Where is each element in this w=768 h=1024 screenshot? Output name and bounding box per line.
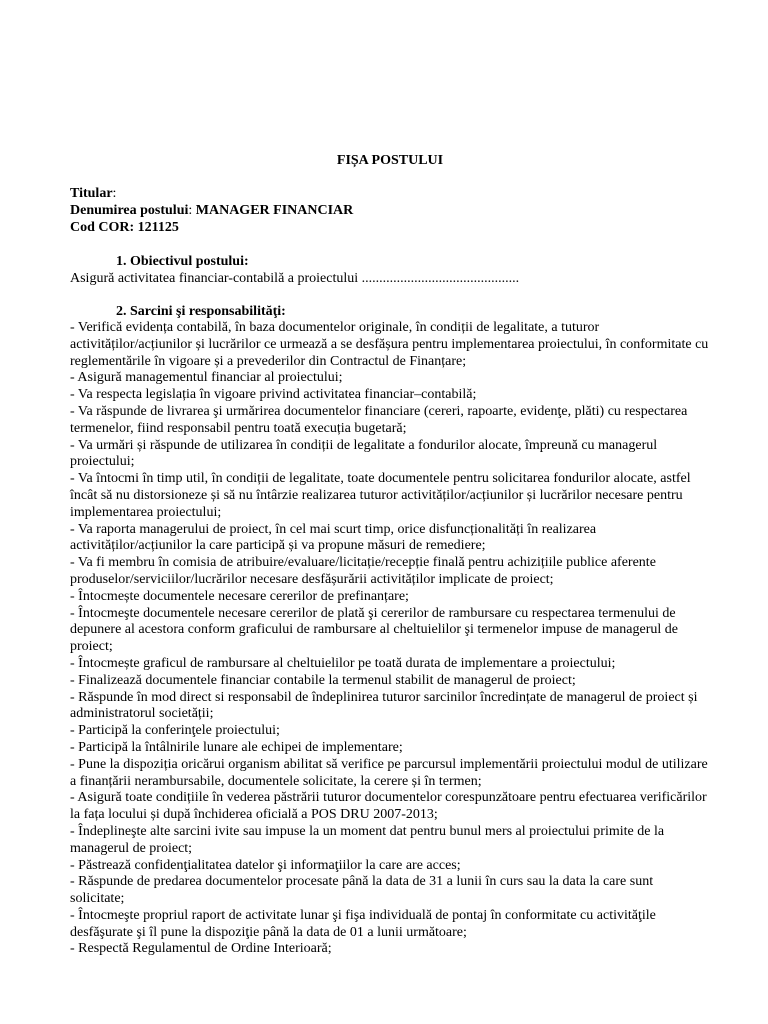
task-item: - Va raporta managerului de proiect, în cel mai scurt timp, orice disfuncționalități în realizarea activităților/acțiunilor la care participă și va propune măsuri de remediere; [70,521,597,554]
denumire-line [70,202,353,219]
task-item: - Finalizează documentele financiar contabile la termenul stabilit de managerul de proiect; [70,672,576,688]
task-item: - Răspunde de predarea documentelor procesate până la data de 31 a lunii în curs sau la data la care sunt solicitate; [70,874,654,907]
task-item: - Îndeplineşte alte sarcini ivite sau impuse la un moment dat pentru bunul mers al proiectului primite de la managerul de proiect; [70,823,665,856]
section-objective [70,253,519,287]
task-item: - Va răspunde de livrarea şi urmărirea documentelor financiare (cereri, rapoarte, evidenţe, plăti) cu respectarea termenelor, fiind responsabil pentru toată execuția bugetară; [70,403,688,436]
task-item: - Va urmări și răspunde de utilizarea în condiții de legalitate a fondurilor alocate, împreună cu managerul proiectului; [70,437,658,470]
cod-cor-line [70,219,353,236]
denumire-value: MANAGER FINANCIAR [195,203,354,218]
task-item: - Asigură managementul financiar al proiectului; [70,370,343,386]
task-item: - Verifică evidența contabilă, în baza documentelor originale, în condiții de legalitate, a tuturor activităților/acțiunilor și lucrărilor ce urmează a se desfășura pentru implementarea proiectului, în conformitate cu reglementările în vigoare și a prevederilor din Contractul de Finanțare; [70,320,709,369]
denumire-sep: : [188,203,196,218]
section1-text: Asigură activitatea financiar-contabilă a proiectului ............................................. [70,271,520,286]
cod-cor: Cod COR: 121125 [70,220,179,235]
task-item: - Participă la conferinţele proiectului; [70,723,280,739]
task-item: - Răspunde în mod direct si responsabil de îndeplinirea tuturor sarcinilor încredințate de managerul de proiect și administratorul societății; [70,689,698,722]
task-item: - Întocmeşte documentele necesare cererilor de plată şi cererilor de rambursare cu respectarea termenului de depunere al acestora conform graficului de rambursare al cheltuielilor şi termenelor impuse de managerul de proiect; [70,605,678,655]
task-item: - Pune la dispoziția oricărui organism abilitat să verifice pe parcursul implementării proiectului modul de utilizare a finanțării nerambursabile, documentele solicitate, la cerere și în termen; [70,756,708,789]
section1-heading: 1. Obiectivul postului: [116,254,249,269]
task-item: - Întocmește graficul de rambursare al cheltuielilor pe toată durata de implementare a proiectului; [70,655,616,671]
titular-label: Titular [70,186,113,201]
denumire-label: Denumirea postului [70,203,189,218]
task-item: - Respectă Regulamentul de Ordine Interioară; [70,941,332,957]
task-list [70,320,710,958]
task-item: - Va întocmi în timp util, în condiții de legalitate, toate documentele pentru solicitarea fondurilor alocate, astfel încât să nu distorsioneze și să nu întârzie realizarea tuturor activităților/acțiunilor și lucrărilor necesare pentru implementarea proiectului; [70,471,691,520]
task-item: - Asigură toate condițiile în vederea păstrării tuturor documentelor corespunzătoare pentru efectuarea verificărilor la fața locului și după închiderea oficială a POS DRU 2007-2013; [70,790,707,823]
task-item: - Va fi membru în comisia de atribuire/evaluare/licitație/recepție finală pentru achizițiile publice aferente produselor/serviciilor/lucrărilor necesare desfășurării activităților implicate de proiect; [70,555,656,587]
task-item: - Va respecta legislația în vigoare privind activitatea financiar–contabilă; [70,387,477,403]
titular-sep: : [112,186,117,201]
document-title: FIȘA POSTULUI [336,153,444,168]
section-tasks [70,303,710,958]
job-meta [70,185,353,236]
task-item: - Păstrează confidenţialitatea datelor şi informaţiilor la care are acces; [70,857,461,873]
task-item: - Întocmeşte propriul raport de activitate lunar şi fişa individuală de pontaj în conformitate cu activităţile desfăşurate şi îl pune la dispoziţie până la data de 01 a lunii următoare; [70,907,656,940]
task-item: - Întocmește documentele necesare cererilor de prefinanțare; [70,588,409,604]
section2-heading: 2. Sarcini şi responsabilităţi: [116,304,286,319]
task-item: - Participă la întâlnirile lunare ale echipei de implementare; [70,739,403,755]
titular-line [70,185,353,202]
